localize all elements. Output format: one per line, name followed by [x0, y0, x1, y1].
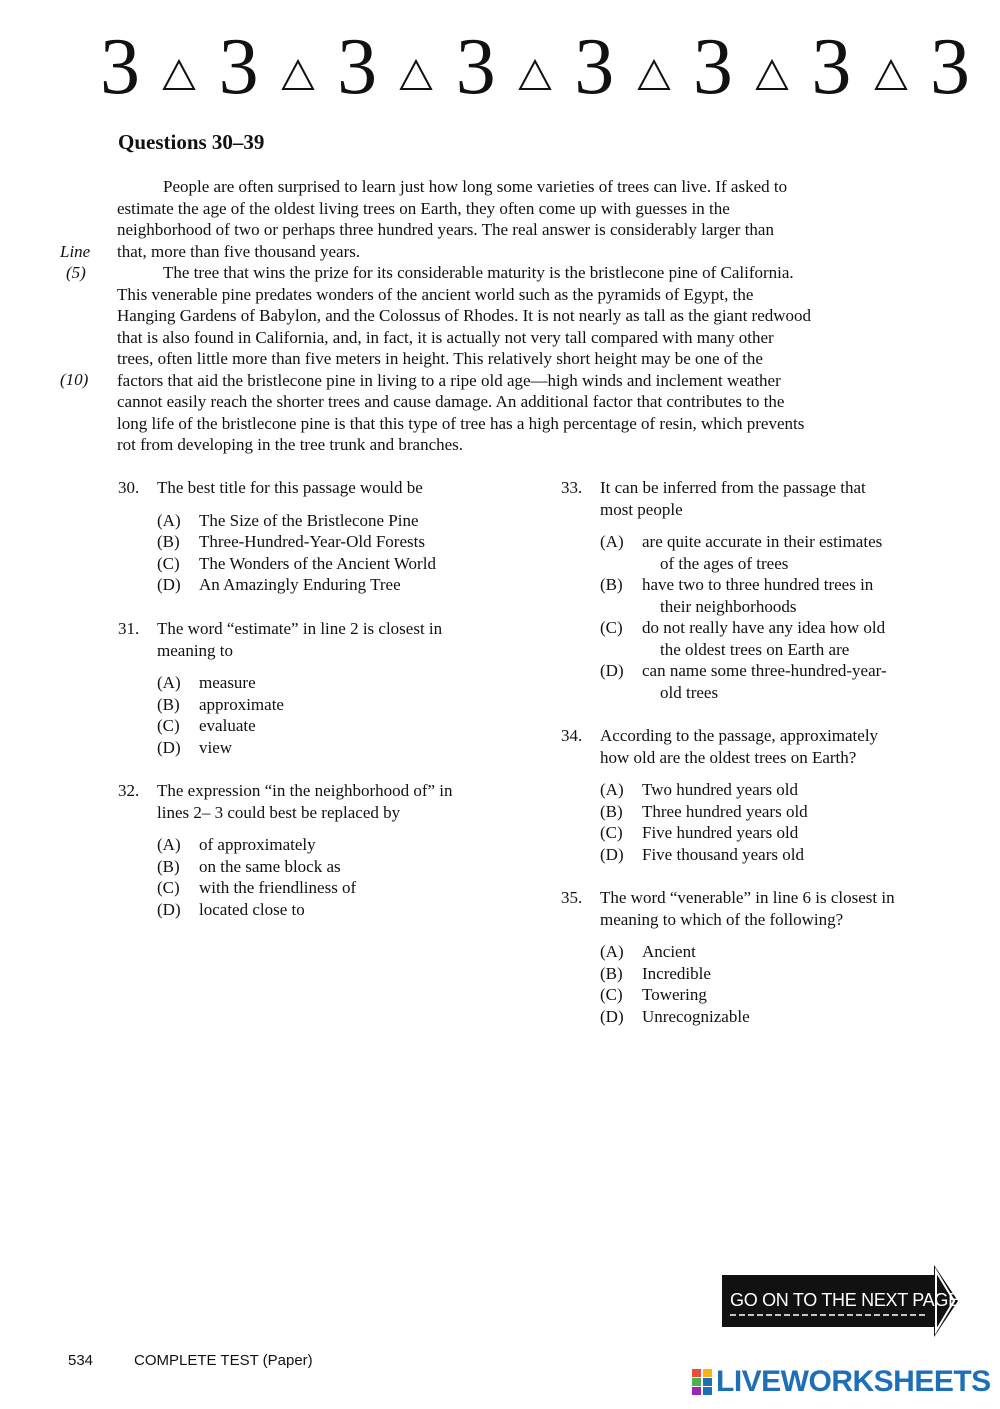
option-text-line: The Size of the Bristlecone Pine	[199, 510, 419, 530]
option-text-line: An Amazingly Enduring Tree	[199, 575, 401, 594]
question-stem-line: how old are the oldest trees on Earth?	[600, 747, 857, 767]
answer-options	[157, 672, 518, 758]
answer-option[interactable]	[600, 574, 961, 617]
question-number: 31.	[118, 619, 140, 638]
option-text-line: have two to three hundred trees in	[642, 575, 874, 594]
question-stem-line: The word “estimate” in line 2 is closest in	[157, 619, 443, 638]
option-text-line: the oldest trees on Earth are	[660, 639, 850, 659]
triangle-outline-icon	[518, 58, 552, 92]
option-text	[642, 1006, 961, 1028]
answer-option[interactable]	[600, 1006, 961, 1028]
option-text-line: Three hundred years old	[642, 801, 808, 821]
triangle-outline-icon	[281, 58, 315, 92]
question-number: 30.	[118, 478, 140, 497]
option-text	[199, 834, 538, 856]
option-letter: (B)	[600, 801, 623, 821]
option-letter: (C)	[157, 878, 180, 897]
option-text	[642, 574, 961, 617]
option-text-line: of the ages of trees	[660, 553, 789, 573]
option-text-line: evaluate	[199, 716, 256, 735]
option-text-line: Incredible	[642, 963, 711, 983]
question-31	[118, 618, 518, 758]
answer-option[interactable]	[600, 801, 961, 823]
option-letter: (D)	[600, 661, 624, 680]
passage-line: that, more than five thousand years.	[117, 241, 361, 261]
option-text-line: measure	[199, 673, 256, 692]
passage-line: The tree that wins the prize for its considerable maturity is the bristlecone pine of California.	[163, 263, 794, 282]
question-stem-line: The word “venerable” in line 6 is closest in	[600, 888, 895, 907]
reading-passage	[117, 176, 952, 456]
option-letter: (D)	[157, 575, 181, 594]
option-text	[199, 856, 538, 878]
option-text	[199, 531, 518, 553]
answer-option[interactable]	[157, 856, 538, 878]
passage-line: trees, often little more than five meters in height. This relatively short height may be one of the	[117, 349, 763, 368]
option-text-line: with the friendliness of	[199, 878, 357, 897]
option-text-line: The Wonders of the Ancient World	[199, 553, 436, 573]
option-letter: (B)	[600, 575, 623, 594]
answer-option[interactable]	[157, 877, 538, 899]
answer-options	[157, 834, 538, 920]
question-stem	[157, 477, 518, 499]
question-34	[561, 725, 961, 865]
question-number: 32.	[118, 781, 140, 800]
option-letter: (B)	[600, 963, 623, 983]
page-number: 534	[68, 1352, 94, 1369]
option-text	[199, 899, 538, 921]
option-text-line: Two hundred years old	[642, 780, 799, 799]
worksheet-grid-icon	[692, 1369, 712, 1395]
option-text-line: Five thousand years old	[642, 844, 804, 864]
option-letter: (D)	[157, 737, 181, 757]
option-text	[642, 844, 961, 866]
answer-options	[600, 531, 961, 703]
option-letter: (C)	[600, 618, 623, 637]
question-stem-line: It can be inferred from the passage that	[600, 478, 866, 497]
brand-name: LIVEWORKSHEETS	[716, 1365, 991, 1398]
passage-line: factors that aid the bristlecone pine in living to a ripe old age—high winds and inclement weather	[117, 370, 781, 390]
triangle-outline-icon	[755, 58, 789, 92]
option-text-line: are quite accurate in their estimates	[642, 532, 883, 551]
answer-option[interactable]	[157, 694, 518, 716]
option-text	[199, 574, 518, 596]
option-letter: (C)	[157, 716, 180, 735]
option-letter: (A)	[600, 942, 624, 961]
option-text-line: Unrecognizable	[642, 1006, 750, 1026]
option-text-line: Five hundred years old	[642, 823, 799, 842]
option-letter: (C)	[157, 553, 180, 573]
option-text-line: old trees	[660, 682, 719, 702]
question-stem-line: The expression “in the neighborhood of” in	[157, 781, 453, 800]
option-letter: (B)	[157, 532, 180, 551]
passage-line: rot from developing in the tree trunk and branches.	[117, 435, 464, 454]
question-stem-line: most people	[600, 499, 683, 519]
section-number-digit: 3	[574, 23, 615, 111]
option-text	[642, 801, 961, 823]
answer-option[interactable]	[600, 531, 961, 574]
option-text-line: located close to	[199, 899, 305, 919]
option-text	[199, 877, 538, 899]
option-letter: (A)	[600, 532, 624, 551]
question-stem-line: meaning to	[157, 640, 234, 660]
section-number-digit: 3	[100, 23, 140, 111]
answer-option[interactable]	[600, 844, 961, 866]
answer-option[interactable]	[157, 672, 518, 694]
question-stem	[157, 618, 518, 661]
passage-line: This venerable pine predates wonders of the ancient world such as the pyramids of Egypt, the	[117, 284, 754, 304]
question-stem	[600, 725, 961, 768]
section-number-digit: 3	[218, 23, 259, 111]
question-stem	[600, 477, 961, 520]
answer-option[interactable]	[157, 510, 518, 532]
answer-option[interactable]	[157, 553, 518, 575]
question-number: 35.	[561, 888, 583, 907]
option-text-line: can name some three-hundred-year-	[642, 661, 887, 680]
triangle-outline-icon	[637, 58, 671, 92]
option-text-line: Towering	[642, 985, 707, 1004]
option-text	[642, 617, 961, 660]
option-text	[642, 941, 961, 963]
option-text	[199, 694, 518, 716]
option-text-line: do not really have any idea how old	[642, 618, 886, 637]
answer-option[interactable]	[157, 531, 518, 553]
answer-options	[157, 510, 518, 596]
question-stem	[600, 887, 961, 930]
question-33	[561, 477, 961, 703]
line-marker-5: (5)	[66, 263, 86, 282]
question-stem-line: According to the passage, approximately	[600, 726, 879, 745]
passage-line: estimate the age of the oldest living trees on Earth, they often come up with guesses in the	[117, 198, 730, 218]
option-letter: (D)	[600, 844, 624, 864]
question-stem-line: lines 2– 3 could best be replaced by	[157, 802, 401, 822]
answer-option[interactable]	[157, 737, 518, 759]
section-title: Questions 30–39	[118, 130, 265, 154]
option-letter: (C)	[600, 823, 623, 842]
triangle-outline-icon	[874, 58, 908, 92]
section-number-digit: 3	[929, 23, 970, 111]
passage-line: People are often surprised to learn just how long some varieties of trees can live. If asked to	[163, 177, 788, 196]
section-number-digit: 3	[455, 23, 496, 111]
answer-option[interactable]	[157, 715, 518, 737]
question-30	[118, 477, 518, 596]
triangle-outline-icon	[399, 58, 433, 92]
option-text-line: their neighborhoods	[660, 596, 797, 616]
passage-line: that is also found in California, and, in fact, it is actually not very tall compared with many other	[117, 327, 774, 347]
answer-option[interactable]	[600, 660, 961, 703]
answer-option[interactable]	[600, 941, 961, 963]
section-number-digit: 3	[692, 23, 733, 111]
option-text-line: approximate	[199, 694, 284, 714]
passage-line: Hanging Gardens of Babylon, and the Colossus of Rhodes. It is not nearly as tall as the giant redwood	[117, 306, 812, 325]
passage-line: neighborhood of two or perhaps three hundred years. The real answer is considerably larger than	[117, 220, 774, 239]
option-letter: (A)	[600, 780, 624, 799]
answer-options	[600, 779, 961, 865]
option-text	[642, 963, 961, 985]
option-letter: (B)	[157, 694, 180, 714]
option-letter: (D)	[600, 1006, 624, 1026]
option-letter: (A)	[157, 510, 181, 530]
option-text	[642, 984, 961, 1006]
option-letter: (A)	[157, 835, 181, 854]
question-number: 34.	[561, 726, 583, 745]
option-letter: (A)	[157, 673, 181, 692]
answer-option[interactable]	[600, 963, 961, 985]
answer-options	[600, 941, 961, 1027]
section-number-digit: 3	[811, 23, 852, 111]
option-text	[199, 715, 518, 737]
question-35	[561, 887, 961, 1027]
next-page-label[interactable]: GO ON TO THE NEXT PAGE	[730, 1290, 960, 1310]
brand-logo	[692, 1365, 991, 1399]
question-32	[118, 780, 538, 920]
option-text-line: Three-Hundred-Year-Old Forests	[199, 532, 425, 551]
option-letter: (C)	[600, 985, 623, 1004]
answer-option[interactable]	[600, 779, 961, 801]
option-letter: (B)	[157, 856, 180, 876]
passage-line: cannot easily reach the shorter trees and cause damage. An additional factor that contributes to the	[117, 392, 785, 411]
option-text	[642, 822, 961, 844]
section-number-digit: 3	[337, 23, 378, 111]
passage-line: long life of the bristlecone pine is that this type of tree has a high percentage of resin, which prevents	[117, 413, 805, 433]
line-label: Line	[60, 242, 91, 261]
question-stem	[157, 780, 538, 823]
answer-option[interactable]	[600, 822, 961, 844]
triangle-outline-icon	[162, 58, 196, 92]
option-text	[642, 531, 961, 574]
option-text	[199, 510, 518, 532]
option-text-line: Ancient	[642, 942, 696, 961]
line-marker-10: (10)	[60, 370, 89, 389]
section-header-banner	[100, 22, 970, 112]
option-text-line: of approximately	[199, 835, 316, 854]
answer-option[interactable]	[157, 899, 538, 921]
option-text-line: view	[199, 737, 233, 757]
question-stem-line: meaning to which of the following?	[600, 909, 844, 929]
option-text-line: on the same block as	[199, 856, 341, 876]
option-text	[642, 660, 961, 703]
answer-option[interactable]	[600, 984, 961, 1006]
answer-option[interactable]	[157, 574, 518, 596]
answer-option[interactable]	[157, 834, 538, 856]
answer-option[interactable]	[600, 617, 961, 660]
question-stem-line: The best title for this passage would be	[157, 478, 423, 497]
option-letter: (D)	[157, 899, 181, 919]
question-number: 33.	[561, 478, 583, 497]
option-text	[642, 779, 961, 801]
option-text	[199, 553, 518, 575]
option-text	[199, 672, 518, 694]
footer-title: COMPLETE TEST (Paper)	[134, 1352, 313, 1369]
option-text	[199, 737, 518, 759]
